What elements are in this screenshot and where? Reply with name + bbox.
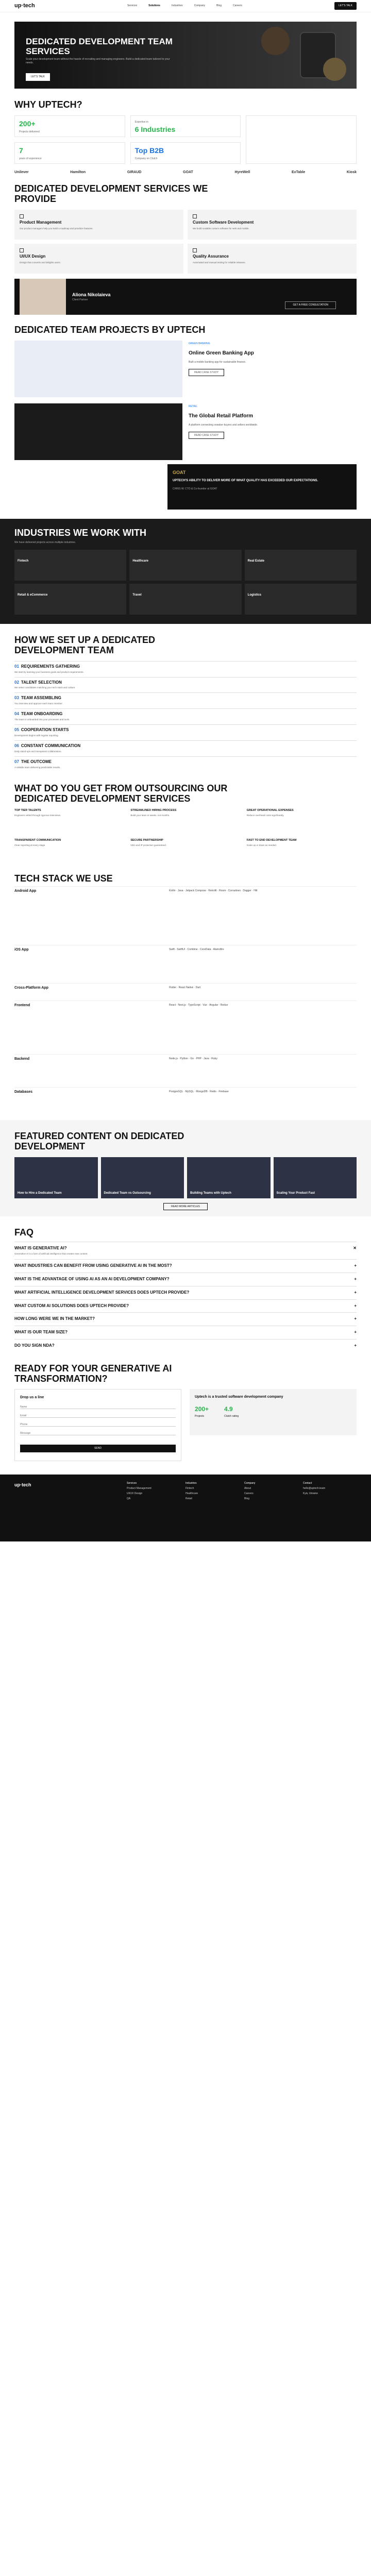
- message-field[interactable]: [20, 1432, 176, 1435]
- consultant-name: Aliona Nikolaieva: [72, 292, 111, 298]
- service-card[interactable]: [14, 210, 183, 240]
- step-number: 06: [14, 743, 19, 749]
- consultation-button[interactable]: GET A FREE CONSULTATION: [285, 301, 336, 309]
- outcome-item: [247, 809, 357, 833]
- step-text: A reliable team delivering predictable results.: [14, 766, 61, 769]
- faq-question: WHAT IS OUR TEAM SIZE?: [14, 1330, 68, 1335]
- read-case-button[interactable]: READ CASE STUDY: [189, 369, 224, 377]
- industry-name: Healthcare: [132, 560, 149, 563]
- footer-link[interactable]: Blog: [244, 1497, 250, 1500]
- industries-title: INDUSTRIES WE WORK WITH: [14, 527, 146, 538]
- expand-icon[interactable]: +: [354, 1330, 357, 1335]
- hero-text: Scale your development team without the hassle of recruiting and managing engineers. Build a dedicated team tailored to your needs.: [26, 58, 170, 64]
- outcome-text: Reduce overhead costs significantly.: [246, 814, 284, 817]
- faq-question: WHAT IS THE ADVANTAGE OF USING AI AS AN AI DEVELOPMENT COMPANY?: [14, 1277, 170, 1282]
- stat-card: [246, 115, 357, 164]
- consultant-banner: [14, 279, 357, 315]
- service-name: Custom Software Development: [193, 219, 254, 225]
- outcome-name: SECURE PARTNERSHIP: [130, 839, 163, 842]
- faq-item[interactable]: [14, 1339, 357, 1352]
- contact-section: [0, 1352, 371, 1462]
- stat-label: years of experience: [19, 157, 42, 160]
- stat-card: [14, 142, 125, 164]
- logo[interactable]: up·tech: [14, 3, 35, 9]
- form-title: Drop us a line: [20, 1396, 44, 1400]
- footer-link[interactable]: Fintech: [185, 1487, 194, 1490]
- stat-value: 200+: [19, 119, 36, 128]
- service-icon: [193, 214, 197, 218]
- project-text: Built a mobile banking app for sustainable finance.: [189, 360, 246, 364]
- faq-item[interactable]: [14, 1242, 357, 1259]
- project-image: [14, 341, 182, 397]
- outcomes-title: WHAT DO YOU GET FROM OUTSOURCING OUR DEDICATED DEVELOPMENT SERVICES: [14, 783, 228, 804]
- footer-heading: Company: [244, 1482, 256, 1485]
- consultant-role: Client Partner: [72, 298, 88, 301]
- footer-link[interactable]: QA: [127, 1497, 131, 1500]
- outcome-name: STREAMLINED HIRING PROCESS: [130, 809, 177, 812]
- contact-form: [14, 1389, 181, 1461]
- client-logo: Hamilton: [70, 170, 86, 174]
- industry-card[interactable]: [14, 550, 126, 581]
- faq-item[interactable]: [14, 1259, 357, 1273]
- outcome-text: NDA and IP protection guaranteed.: [130, 843, 167, 846]
- nav-industries[interactable]: Industries: [171, 4, 183, 8]
- name-field[interactable]: [20, 1405, 176, 1409]
- industries-text: We have delivered projects across multiple industries.: [14, 541, 76, 545]
- faq-answer: Generative AI is a form of artificial intelligence that creates new content.: [14, 1252, 88, 1256]
- trust-label: Projects: [195, 1415, 205, 1418]
- more-articles-button[interactable]: READ MORE ARTICLES: [163, 1203, 208, 1210]
- client-logo: Kiosk: [346, 170, 357, 174]
- tech-category: Backend: [14, 1057, 30, 1061]
- tech-row: [14, 983, 357, 998]
- client-logos: [0, 164, 371, 181]
- stat-value: Top B2B: [134, 146, 164, 155]
- project-name: Online Green Banking App: [189, 350, 254, 357]
- outcome-name: TRANSPARENT COMMUNICATION: [14, 839, 61, 842]
- testimonial-author: CHRIS W. CTO & Co-founder at GOAT: [173, 487, 217, 490]
- service-icon: [20, 214, 24, 218]
- service-text: We build scalable custom software for web and mobile.: [193, 227, 249, 230]
- tech-section: [0, 862, 371, 1113]
- client-logo: ExTable: [291, 170, 306, 174]
- nav-solutions[interactable]: Solutions: [148, 4, 160, 8]
- faq-section: [0, 1216, 371, 1352]
- client-logo: HyreWell: [234, 170, 250, 174]
- footer-link[interactable]: Kyiv, Ukraine: [303, 1492, 318, 1495]
- tech-list: PostgreSQL · MySQL · MongoDB · Redis · Firebase: [169, 1090, 229, 1094]
- tech-row: [14, 1087, 357, 1113]
- hero-button[interactable]: LET'S TALK: [26, 73, 50, 81]
- article-card[interactable]: [14, 1157, 98, 1198]
- service-icon: [20, 248, 24, 252]
- step-text: You interview and approve each team member.: [14, 702, 63, 705]
- faq-item[interactable]: [14, 1312, 357, 1326]
- nav-company[interactable]: Company: [194, 4, 206, 8]
- stat-value: 6 Industries: [134, 125, 176, 133]
- outcome-text: Clear reporting at every stage.: [14, 843, 46, 846]
- service-text: Design that converts and delights users.: [20, 261, 61, 264]
- step-text: Daily stand-ups and transparent collaboration.: [14, 750, 62, 753]
- footer-link[interactable]: Healthcare: [185, 1492, 198, 1495]
- step-item: [14, 708, 357, 724]
- featured-section: [0, 1120, 371, 1216]
- industry-name: Retail & eCommerce: [18, 594, 48, 597]
- outcome-item: [130, 809, 240, 833]
- article-title: Scaling Your Product Fast: [276, 1191, 315, 1195]
- read-case-button[interactable]: READ CASE STUDY: [189, 432, 224, 439]
- footer-link[interactable]: Retail: [185, 1497, 192, 1500]
- hero-image-2: [323, 58, 346, 81]
- step-number: 02: [14, 680, 19, 685]
- outcome-item: [247, 839, 357, 862]
- step-name: TEAM ONBOARDING: [21, 711, 63, 717]
- article-title: Building Teams with Uptech: [190, 1191, 231, 1195]
- nav-services[interactable]: Services: [127, 4, 138, 8]
- client-logo: GOAT: [183, 170, 193, 174]
- email-field[interactable]: [20, 1414, 176, 1418]
- service-text: Our product managers help you build a roadmap and prioritize features.: [20, 227, 93, 230]
- step-number: 03: [14, 696, 19, 701]
- services-section: [0, 181, 371, 274]
- project-tag: RETAIL: [189, 404, 198, 408]
- step-name: REQUIREMENTS GATHERING: [21, 664, 80, 669]
- footer-link[interactable]: Careers: [244, 1492, 254, 1495]
- service-text: Automated and manual testing for reliable releases.: [193, 261, 246, 264]
- service-card[interactable]: [188, 244, 357, 274]
- outcome-text: Build your team in weeks, not months.: [130, 814, 170, 817]
- service-name: Product Management: [20, 219, 62, 225]
- project-name: The Global Retail Platform: [189, 413, 254, 419]
- tech-row: [14, 945, 357, 981]
- project-tag: GREEN BANKING: [189, 342, 210, 345]
- service-card[interactable]: [14, 244, 183, 274]
- faq-item[interactable]: [14, 1326, 357, 1339]
- nav-careers[interactable]: Careers: [233, 4, 242, 8]
- steps-title: HOW WE SET UP A DEDICATED DEVELOPMENT TEAM: [14, 635, 156, 655]
- footer-link[interactable]: About: [244, 1487, 251, 1490]
- footer-link[interactable]: Product Management: [127, 1487, 151, 1490]
- faq-question: HOW LONG WERE WE IN THE MARKET?: [14, 1316, 95, 1321]
- project-image: [14, 403, 182, 460]
- why-title: WHY UPTECH?: [14, 99, 82, 110]
- expand-icon[interactable]: +: [354, 1316, 357, 1321]
- faq-question: WHAT CUSTOM AI SOLUTIONS DOES UPTECH PROVIDE?: [14, 1303, 129, 1308]
- why-section: [0, 89, 371, 164]
- trust-number: 200+: [195, 1405, 209, 1413]
- step-name: TEAM ASSEMBLING: [21, 696, 61, 701]
- faq-item[interactable]: [14, 1286, 357, 1299]
- step-item: [14, 756, 357, 772]
- service-icon: [193, 248, 197, 252]
- trust-number: 4.9: [224, 1405, 233, 1413]
- nav-blog[interactable]: Blog: [216, 4, 222, 8]
- step-name: COOPERATION STARTS: [21, 727, 69, 733]
- step-number: 05: [14, 727, 19, 733]
- industry-name: Real Estate: [247, 560, 265, 563]
- tech-row: [14, 1001, 357, 1052]
- step-name: THE OUTCOME: [21, 759, 52, 764]
- step-text: We select candidates matching your tech stack and culture.: [14, 686, 76, 689]
- faq-question: WHAT IS GENERATIVE AI?: [14, 1246, 67, 1251]
- hero-banner: [14, 22, 357, 89]
- trust-box: [190, 1389, 357, 1435]
- testimonial-brand: GOAT: [173, 469, 186, 475]
- faq-item[interactable]: [14, 1299, 357, 1313]
- outcome-text: Engineers vetted through rigorous interviews.: [14, 814, 61, 817]
- testimonial-card: [167, 464, 357, 510]
- outcome-item: [14, 839, 124, 862]
- step-item: [14, 661, 357, 677]
- article-card[interactable]: [101, 1157, 184, 1198]
- expand-icon[interactable]: +: [354, 1290, 357, 1295]
- featured-title: FEATURED CONTENT ON DEDICATED DEVELOPMENT: [14, 1131, 184, 1151]
- service-name: Quality Assurance: [193, 253, 229, 259]
- tech-list: Kotlin · Java · Jetpack Compose · Retrofit · Room · Coroutines · Dagger · Hilt: [169, 889, 258, 893]
- industry-card[interactable]: [14, 584, 126, 615]
- footer-logo[interactable]: up·tech: [14, 1482, 31, 1488]
- footer-heading: Services: [127, 1482, 137, 1485]
- trust-title: Uptech is a trusted software development company: [195, 1395, 283, 1399]
- phone-field[interactable]: [20, 1423, 176, 1427]
- stat-label: Projects delivered: [19, 130, 40, 133]
- testimonial-text: UPTECH'S ABILITY TO DELIVER MORE OF WHAT QUALITY HAS EXCEEDED OUR EXPECTATIONS.: [173, 479, 318, 483]
- outcome-item: [130, 839, 240, 862]
- industries-section: [0, 519, 371, 624]
- outcomes-section: [0, 772, 371, 863]
- faq-question: DO YOU SIGN NDA?: [14, 1343, 55, 1348]
- site-footer: [0, 1475, 371, 1541]
- outcome-name: FAST TO END DEVELOPMENT TEAM: [246, 839, 297, 842]
- projects-section: [0, 320, 371, 460]
- article-title: How to Hire a Dedicated Team: [18, 1191, 62, 1195]
- site-header: [0, 0, 371, 12]
- industry-card[interactable]: [129, 550, 241, 581]
- industry-card[interactable]: [245, 584, 357, 615]
- projects-title: DEDICATED TEAM PROJECTS BY UPTECH: [14, 324, 206, 335]
- client-logo: GIRAUD: [127, 170, 142, 174]
- stat-card: [14, 115, 125, 137]
- outcome-item: [14, 809, 124, 833]
- step-number: 04: [14, 711, 19, 717]
- service-card[interactable]: [188, 210, 357, 240]
- industry-card[interactable]: [129, 584, 241, 615]
- industry-card[interactable]: [245, 550, 357, 581]
- tech-category: Android App: [14, 889, 37, 893]
- tech-list: Swift · SwiftUI · Combine · CoreData · Alamofire: [169, 948, 224, 952]
- step-name: TALENT SELECTION: [21, 680, 62, 685]
- step-item: [14, 740, 357, 756]
- tech-list: Node.js · Python · Go · PHP · Java · Ruby: [169, 1057, 217, 1061]
- outcome-name: GREAT OPERATIONAL EXPENSES: [246, 809, 294, 812]
- tech-row: [14, 886, 357, 943]
- tech-category: Frontend: [14, 1004, 30, 1008]
- expand-icon[interactable]: +: [354, 1343, 357, 1348]
- expand-icon[interactable]: +: [354, 1277, 357, 1282]
- outcome-text: Scale up or down as needed.: [246, 843, 277, 846]
- services-title: DEDICATED DEVELOPMENT SERVICES WE PROVIDE: [14, 183, 208, 205]
- step-item: [14, 692, 357, 708]
- trust-label: Clutch rating: [224, 1415, 239, 1418]
- step-number: 01: [14, 664, 19, 669]
- footer-link[interactable]: UI/UX Design: [127, 1492, 143, 1495]
- tech-list: Flutter · React Native · Dart: [169, 986, 201, 990]
- expand-icon[interactable]: +: [354, 1303, 357, 1308]
- faq-question: WHAT INDUSTRIES CAN BENEFIT FROM USING GENERATIVE AI IN THE MOST?: [14, 1263, 172, 1268]
- stat-value: 7: [19, 146, 23, 155]
- footer-heading: Contact: [303, 1482, 312, 1485]
- consultant-photo: [20, 279, 66, 315]
- step-text: We start by learning your business goals and product requirements.: [14, 670, 84, 673]
- tech-category: Cross-Platform App: [14, 986, 48, 990]
- collapse-icon[interactable]: ✕: [353, 1246, 357, 1251]
- step-text: The team is onboarded into your processes and tools.: [14, 718, 70, 721]
- industry-name: Travel: [132, 594, 142, 597]
- project-text: A platform connecting sneaker buyers and sellers worldwide.: [189, 423, 258, 427]
- industry-name: Logistics: [247, 594, 261, 597]
- tech-category: Databases: [14, 1090, 33, 1094]
- footer-link[interactable]: hello@uptech.team: [303, 1487, 326, 1490]
- hero-title: DEDICATED DEVELOPMENT TEAM SERVICES: [26, 37, 173, 56]
- expand-icon[interactable]: +: [354, 1263, 357, 1268]
- tech-list: React · Next.js · TypeScript · Vue · Angular · Redux: [169, 1004, 228, 1007]
- industry-name: Fintech: [18, 560, 29, 563]
- article-card[interactable]: [187, 1157, 271, 1198]
- stat-label: Expertise in: [134, 120, 148, 124]
- tech-category: iOS App: [14, 948, 29, 952]
- step-number: 07: [14, 759, 19, 764]
- steps-section: [0, 624, 371, 772]
- contact-title: READY FOR YOUR GENERATIVE AI TRANSFORMATION?: [14, 1363, 172, 1384]
- faq-item[interactable]: [14, 1273, 357, 1286]
- stat-label: Company on Clutch: [134, 157, 158, 160]
- stat-card: [130, 115, 241, 137]
- send-button[interactable]: SEND: [20, 1445, 176, 1452]
- outcome-name: TOP TIER TALENTS: [14, 809, 41, 812]
- main-nav: [127, 4, 242, 8]
- lets-talk-button[interactable]: LET'S TALK: [334, 2, 357, 10]
- tech-title: TECH STACK WE USE: [14, 873, 113, 884]
- hero-image: [261, 27, 290, 55]
- client-logo: Unilever: [14, 170, 29, 174]
- faq-question: WHAT ARTIFICIAL INTELLIGENCE DEVELOPMENT SERVICES DOES UPTECH PROVIDE?: [14, 1290, 190, 1295]
- footer-heading: Industries: [185, 1482, 197, 1485]
- step-text: Development begins with regular reporting.: [14, 734, 59, 737]
- step-item: [14, 677, 357, 693]
- tech-row: [14, 1054, 357, 1085]
- article-card[interactable]: [274, 1157, 357, 1198]
- faq-title: FAQ: [14, 1227, 34, 1238]
- step-item: [14, 724, 357, 740]
- article-title: Dedicated Team vs Outsourcing: [104, 1191, 151, 1195]
- step-name: CONSTANT COMMUNICATION: [21, 743, 81, 749]
- service-name: UI/UX Design: [20, 253, 46, 259]
- stat-card: [130, 142, 241, 164]
